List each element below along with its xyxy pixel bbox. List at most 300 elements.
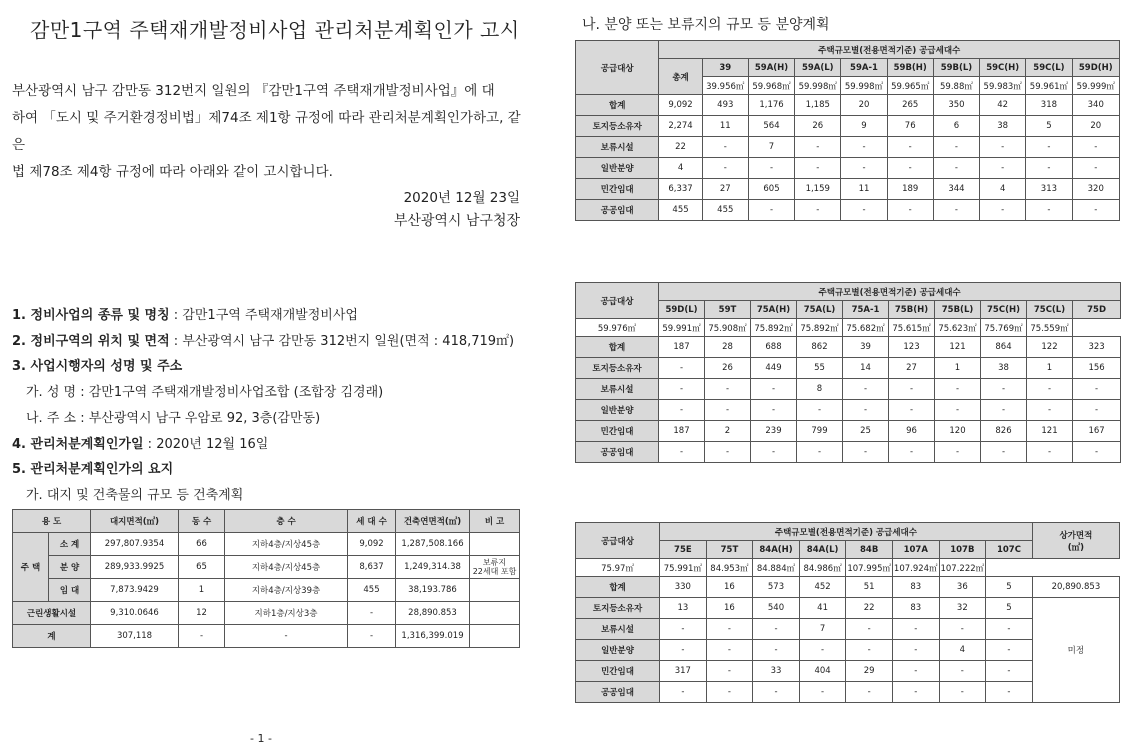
row-label: 합계: [576, 95, 659, 116]
announcement-item: [12, 303, 552, 329]
row-label: 합계: [576, 577, 660, 598]
table-cell: -: [702, 137, 748, 158]
table-row: [13, 533, 520, 556]
area-header: 59.88㎡: [933, 77, 979, 95]
table-cell: 493: [702, 95, 748, 116]
area-header: 59.961㎡: [1026, 77, 1072, 95]
area-header: 75.97㎡: [576, 559, 660, 577]
cell-area: 9,310.0646: [91, 602, 179, 625]
table-row: [576, 200, 1120, 221]
table-cell: -: [795, 158, 841, 179]
item-value: 나. 주 소 : 부산광역시 남구 우암로 92, 3층(감만동): [26, 410, 321, 426]
table-cell: -: [889, 379, 935, 400]
row-group-label: 주 택: [13, 533, 49, 602]
row-label: 임 대: [49, 579, 91, 602]
type-header: 59D(H): [1072, 59, 1119, 77]
area-header: 59.965㎡: [887, 77, 933, 95]
type-header: 75A(L): [797, 301, 843, 319]
table-cell: 320: [1072, 179, 1119, 200]
column-header: 동 수: [179, 510, 225, 533]
column-header: 대지면적(㎡): [91, 510, 179, 533]
table-cell: 121: [935, 337, 981, 358]
cell-area: 297,807.9354: [91, 533, 179, 556]
row-label: 소 계: [49, 533, 91, 556]
table-cell: 1: [935, 358, 981, 379]
table-cell: -: [705, 379, 751, 400]
type-header: 75C(H): [981, 301, 1027, 319]
table-cell: 4: [980, 179, 1026, 200]
area-header: 75.682㎡: [843, 319, 889, 337]
table-cell: -: [1073, 442, 1121, 463]
table-cell: 55: [797, 358, 843, 379]
table-cell: -: [659, 358, 705, 379]
cell-units: -: [348, 625, 396, 648]
announcement-item: [12, 406, 552, 432]
table-cell: -: [892, 682, 939, 703]
table-cell: -: [797, 400, 843, 421]
table-header-row: [576, 559, 1120, 577]
table-cell: 2: [705, 421, 751, 442]
type-header: 75T: [706, 541, 753, 559]
row-label: 민간임대: [576, 661, 660, 682]
cell-units: 8,637: [348, 556, 396, 579]
table-cell: -: [748, 200, 794, 221]
table-cell: -: [706, 661, 753, 682]
item-label: 3. 사업시행자의 성명 및 주소: [12, 359, 183, 375]
table-cell: -: [986, 640, 1033, 661]
type-header: 84B: [846, 541, 893, 559]
table-row: [576, 337, 1121, 358]
announcement-items: [12, 303, 552, 509]
table-row: [13, 625, 520, 648]
table-cell: 2,274: [659, 116, 702, 137]
table-cell: -: [1072, 137, 1119, 158]
table-cell: 8: [797, 379, 843, 400]
table-cell: 187: [659, 337, 705, 358]
table-cell: -: [980, 200, 1026, 221]
table-cell: 9,092: [659, 95, 702, 116]
announcement-item: [12, 354, 552, 380]
table-cell: -: [843, 400, 889, 421]
type-header: 59A(H): [748, 59, 794, 77]
commercial-rest: 미정: [1032, 598, 1119, 703]
cell-units: 9,092: [348, 533, 396, 556]
table-header-row: [13, 510, 520, 533]
table-header-row: [576, 41, 1120, 59]
table-cell: 826: [981, 421, 1027, 442]
row-label: 일반분양: [576, 158, 659, 179]
area-header: 75.769㎡: [981, 319, 1027, 337]
cell-floors: -: [225, 625, 348, 648]
table-cell: 123: [889, 337, 935, 358]
table-cell: -: [1026, 137, 1072, 158]
cell-dong: 65: [179, 556, 225, 579]
table-cell: 167: [1073, 421, 1121, 442]
row-label: 근린생활시설: [13, 602, 91, 625]
table-cell: -: [841, 158, 887, 179]
table-cell: 404: [799, 661, 846, 682]
table-cell: -: [1026, 158, 1072, 179]
area-header: 107.995㎡: [846, 559, 893, 577]
area-header: 75.908㎡: [705, 319, 751, 337]
table-cell: -: [799, 640, 846, 661]
type-header: 75A-1: [843, 301, 889, 319]
cell-floors: 지하4층/지상45층: [225, 556, 348, 579]
table-cell: 313: [1026, 179, 1072, 200]
table-cell: -: [751, 400, 797, 421]
cell-units: 455: [348, 579, 396, 602]
table-cell: 22: [659, 137, 702, 158]
area-header: 59.998㎡: [795, 77, 841, 95]
table-cell: 239: [751, 421, 797, 442]
table-cell: -: [1073, 400, 1121, 421]
table-row: [576, 379, 1121, 400]
table-cell: 76: [887, 116, 933, 137]
table-cell: -: [753, 640, 800, 661]
row-label: 보류시설: [576, 619, 660, 640]
table-cell: -: [889, 442, 935, 463]
area-header: 59.991㎡: [659, 319, 705, 337]
table-cell: 5: [986, 598, 1033, 619]
cell-note: [470, 533, 520, 556]
table-cell: -: [797, 442, 843, 463]
item-value: 가. 성 명 : 감만1구역 주택재개발정비사업조합 (조합장 김경래): [26, 385, 384, 401]
type-header: 59T: [705, 301, 751, 319]
item-label: 4. 관리처분계획인가일: [12, 436, 144, 452]
table-row: [576, 358, 1121, 379]
table-cell: 11: [702, 116, 748, 137]
cell-note: [470, 625, 520, 648]
cell-dong: 12: [179, 602, 225, 625]
paragraph-line: 하여 「도시 및 주거환경정비법」제74조 제1항 규정에 따라 관리처분계획인가하고, 같은: [12, 110, 521, 153]
table-cell: 1,159: [795, 179, 841, 200]
type-header: 75E: [660, 541, 707, 559]
table-cell: 22: [846, 598, 893, 619]
row-label: 공공임대: [576, 442, 659, 463]
table-cell: 5: [1026, 116, 1072, 137]
table-cell: 41: [799, 598, 846, 619]
table-cell: -: [795, 137, 841, 158]
group-header: 주택규모별(전용면적기준) 공급세대수: [659, 283, 1121, 301]
table-cell: 156: [1073, 358, 1121, 379]
table-cell: 122: [1027, 337, 1073, 358]
cell-gfa: 28,890.853: [396, 602, 470, 625]
type-header: 107B: [939, 541, 986, 559]
table-row: [13, 556, 520, 579]
announcement-date: 2020년 12월 23일: [403, 190, 520, 206]
table-cell: 96: [889, 421, 935, 442]
row-label: 공공임대: [576, 682, 660, 703]
table-cell: 605: [748, 179, 794, 200]
table-row: [576, 137, 1120, 158]
column-header: 세 대 수: [348, 510, 396, 533]
table-cell: 6,337: [659, 179, 702, 200]
table-row: [576, 400, 1121, 421]
table-cell: 4: [939, 640, 986, 661]
item-label: 1. 정비사업의 종류 및 명칭: [12, 308, 170, 323]
cell-gfa: 1,316,399.019: [396, 625, 470, 648]
table-cell: 20: [1072, 116, 1119, 137]
cell-note: 보류지 22세대 포함: [470, 556, 520, 579]
table-cell: 27: [702, 179, 748, 200]
announcement-paragraph: [12, 78, 532, 186]
table-cell: 26: [705, 358, 751, 379]
table-cell: 862: [797, 337, 843, 358]
table-cell: 83: [892, 577, 939, 598]
type-header: 107C: [986, 541, 1033, 559]
item-value: : 부산광역시 남구 감만동 312번지 일원(면적 : 418,719㎡): [169, 333, 515, 349]
area-header: 75.559㎡: [1027, 319, 1073, 337]
table-cell: -: [751, 379, 797, 400]
column-header: 비 고: [470, 510, 520, 533]
table-cell: 323: [1073, 337, 1121, 358]
type-header: 75C(L): [1027, 301, 1073, 319]
row-label: 일반분양: [576, 400, 659, 421]
table-cell: -: [660, 682, 707, 703]
table-cell: 28: [705, 337, 751, 358]
row-label: 토지등소유자: [576, 358, 659, 379]
table-row: [576, 577, 1120, 598]
table-cell: -: [706, 619, 753, 640]
row-label: 일반분양: [576, 640, 660, 661]
announcement-item: [12, 483, 552, 509]
table-cell: -: [1073, 379, 1121, 400]
area-header: 84.884㎡: [753, 559, 800, 577]
table-cell: -: [1027, 400, 1073, 421]
table-cell: -: [659, 400, 705, 421]
table-cell: 344: [933, 179, 979, 200]
table-cell: -: [1027, 379, 1073, 400]
table-cell: -: [939, 661, 986, 682]
table-cell: 455: [702, 200, 748, 221]
table-header-row: [576, 523, 1120, 541]
type-header: 75B(H): [889, 301, 935, 319]
supply-table-1: [575, 40, 1120, 221]
area-header: 59.983㎡: [980, 77, 1026, 95]
table-cell: 5: [986, 577, 1033, 598]
issuing-office: 부산광역시 남구청장: [393, 213, 520, 229]
table-cell: -: [892, 661, 939, 682]
table-cell: -: [986, 661, 1033, 682]
table-cell: 26: [795, 116, 841, 137]
area-header: 75.615㎡: [889, 319, 935, 337]
table-cell: -: [889, 400, 935, 421]
table-cell: -: [843, 442, 889, 463]
paragraph-line: 부산광역시 남구 감만동 312번지 일원의 『감만1구역 주택재개발정비사업』에 대: [12, 83, 495, 99]
table-cell: 265: [887, 95, 933, 116]
cell-area: 307,118: [91, 625, 179, 648]
area-header: 84.986㎡: [799, 559, 846, 577]
type-header: 39: [702, 59, 748, 77]
section-title-sales-plan: 나. 분양 또는 보류지의 규모 등 분양계획: [582, 17, 830, 33]
table-row: [576, 442, 1121, 463]
table-cell: -: [887, 137, 933, 158]
table-cell: -: [843, 379, 889, 400]
table-cell: -: [1072, 200, 1119, 221]
table-cell: -: [986, 619, 1033, 640]
area-header: 59.998㎡: [841, 77, 887, 95]
table-cell: 573: [753, 577, 800, 598]
type-header: 59D(L): [659, 301, 705, 319]
table-cell: -: [981, 379, 1027, 400]
table-cell: 4: [659, 158, 702, 179]
table-cell: -: [659, 379, 705, 400]
cell-area: 289,933.9925: [91, 556, 179, 579]
area-header: 75.892㎡: [751, 319, 797, 337]
row-label: 합계: [576, 337, 659, 358]
area-header: 75.623㎡: [935, 319, 981, 337]
table-cell: -: [935, 400, 981, 421]
commercial-area-header: 상가면적 (㎡): [1032, 523, 1119, 559]
type-header: 84A(L): [799, 541, 846, 559]
area-header: 59.968㎡: [748, 77, 794, 95]
item-label: 2. 정비구역의 위치 및 면적: [12, 333, 170, 349]
page-number: - 1 -: [250, 732, 272, 745]
cell-note: [470, 579, 520, 602]
table-cell: -: [706, 640, 753, 661]
table-cell: 7: [748, 137, 794, 158]
cell-dong: -: [179, 625, 225, 648]
table-cell: -: [751, 442, 797, 463]
table-cell: 33: [753, 661, 800, 682]
table-cell: -: [795, 200, 841, 221]
table-header-row: [576, 319, 1121, 337]
table-cell: 38: [981, 358, 1027, 379]
table-row: [13, 602, 520, 625]
item-value: : 감만1구역 주택재개발정비사업: [169, 308, 358, 323]
table-cell: -: [887, 200, 933, 221]
item-label: 5. 관리처분계획인가의 요지: [12, 462, 174, 478]
cell-note: [470, 602, 520, 625]
announcement-item: [12, 432, 552, 458]
building-plan-table: [12, 509, 520, 648]
commercial-total: 20,890.853: [1032, 577, 1119, 598]
table-cell: 318: [1026, 95, 1072, 116]
table-cell: 688: [751, 337, 797, 358]
table-cell: -: [980, 137, 1026, 158]
table-cell: -: [702, 158, 748, 179]
table-cell: 27: [889, 358, 935, 379]
type-header: 75B(L): [935, 301, 981, 319]
table-cell: 25: [843, 421, 889, 442]
table-cell: -: [705, 400, 751, 421]
table-cell: 121: [1027, 421, 1073, 442]
table-cell: 449: [751, 358, 797, 379]
area-header: 107.222㎡: [939, 559, 986, 577]
type-header: 59C(H): [980, 59, 1026, 77]
row-label: 보류시설: [576, 137, 659, 158]
table-cell: 16: [706, 598, 753, 619]
table-cell: -: [753, 619, 800, 640]
table-cell: -: [939, 682, 986, 703]
table-cell: -: [935, 442, 981, 463]
table-row: [576, 116, 1120, 137]
row-label: 계: [13, 625, 91, 648]
table-cell: -: [1026, 200, 1072, 221]
paragraph-line: 법 제78조 제4항 규정에 따라 아래와 같이 고시합니다.: [12, 164, 333, 180]
table-cell: 340: [1072, 95, 1119, 116]
type-header: 59B(L): [933, 59, 979, 77]
table-cell: -: [846, 682, 893, 703]
table-cell: 330: [660, 577, 707, 598]
table-cell: -: [706, 682, 753, 703]
cell-gfa: 1,249,314.38: [396, 556, 470, 579]
cell-units: -: [348, 602, 396, 625]
table-cell: 9: [841, 116, 887, 137]
table-cell: 51: [846, 577, 893, 598]
row-label: 공공임대: [576, 200, 659, 221]
table-row: [576, 95, 1120, 116]
cell-gfa: 38,193.786: [396, 579, 470, 602]
table-cell: 187: [659, 421, 705, 442]
table-cell: 42: [980, 95, 1026, 116]
column-header: 건축연면적(㎡): [396, 510, 470, 533]
type-header: 59A(L): [795, 59, 841, 77]
table-cell: 83: [892, 598, 939, 619]
table-cell: -: [846, 619, 893, 640]
area-header: 75.892㎡: [797, 319, 843, 337]
supply-target-header: 공급대상: [576, 41, 659, 95]
table-cell: 540: [753, 598, 800, 619]
table-cell: -: [660, 619, 707, 640]
table-cell: 120: [935, 421, 981, 442]
table-cell: -: [933, 200, 979, 221]
table-cell: 564: [748, 116, 794, 137]
type-header: 84A(H): [753, 541, 800, 559]
row-label: 민간임대: [576, 179, 659, 200]
table-cell: -: [846, 640, 893, 661]
type-header: 75D: [1073, 301, 1121, 319]
announcement-item: [12, 380, 552, 406]
table-cell: 36: [939, 577, 986, 598]
area-header: 84.953㎡: [706, 559, 753, 577]
cell-area: 7,873.9429: [91, 579, 179, 602]
table-cell: -: [892, 640, 939, 661]
supply-table-3: [575, 522, 1120, 703]
cell-gfa: 1,287,508.166: [396, 533, 470, 556]
column-header: 용 도: [13, 510, 91, 533]
table-cell: -: [1072, 158, 1119, 179]
cell-dong: 66: [179, 533, 225, 556]
announcement-item: [12, 329, 552, 355]
table-cell: -: [981, 442, 1027, 463]
table-cell: -: [986, 682, 1033, 703]
column-header: 층 수: [225, 510, 348, 533]
table-cell: 864: [981, 337, 1027, 358]
table-cell: 1,185: [795, 95, 841, 116]
table-cell: -: [748, 158, 794, 179]
table-cell: -: [980, 158, 1026, 179]
cell-floors: 지하1층/지상3층: [225, 602, 348, 625]
table-cell: 13: [660, 598, 707, 619]
table-cell: -: [939, 619, 986, 640]
table-cell: -: [841, 200, 887, 221]
table-cell: 1: [1027, 358, 1073, 379]
table-cell: 799: [797, 421, 843, 442]
table-cell: -: [887, 158, 933, 179]
table-row: [13, 579, 520, 602]
table-row: [576, 598, 1120, 619]
item-value: : 2020년 12월 16일: [143, 436, 269, 452]
area-header: 39.956㎡: [702, 77, 748, 95]
table-cell: -: [753, 682, 800, 703]
area-header: 107.924㎡: [892, 559, 939, 577]
cell-dong: 1: [179, 579, 225, 602]
table-cell: -: [841, 137, 887, 158]
announcement-item: [12, 457, 552, 483]
table-cell: 317: [660, 661, 707, 682]
table-cell: 38: [980, 116, 1026, 137]
